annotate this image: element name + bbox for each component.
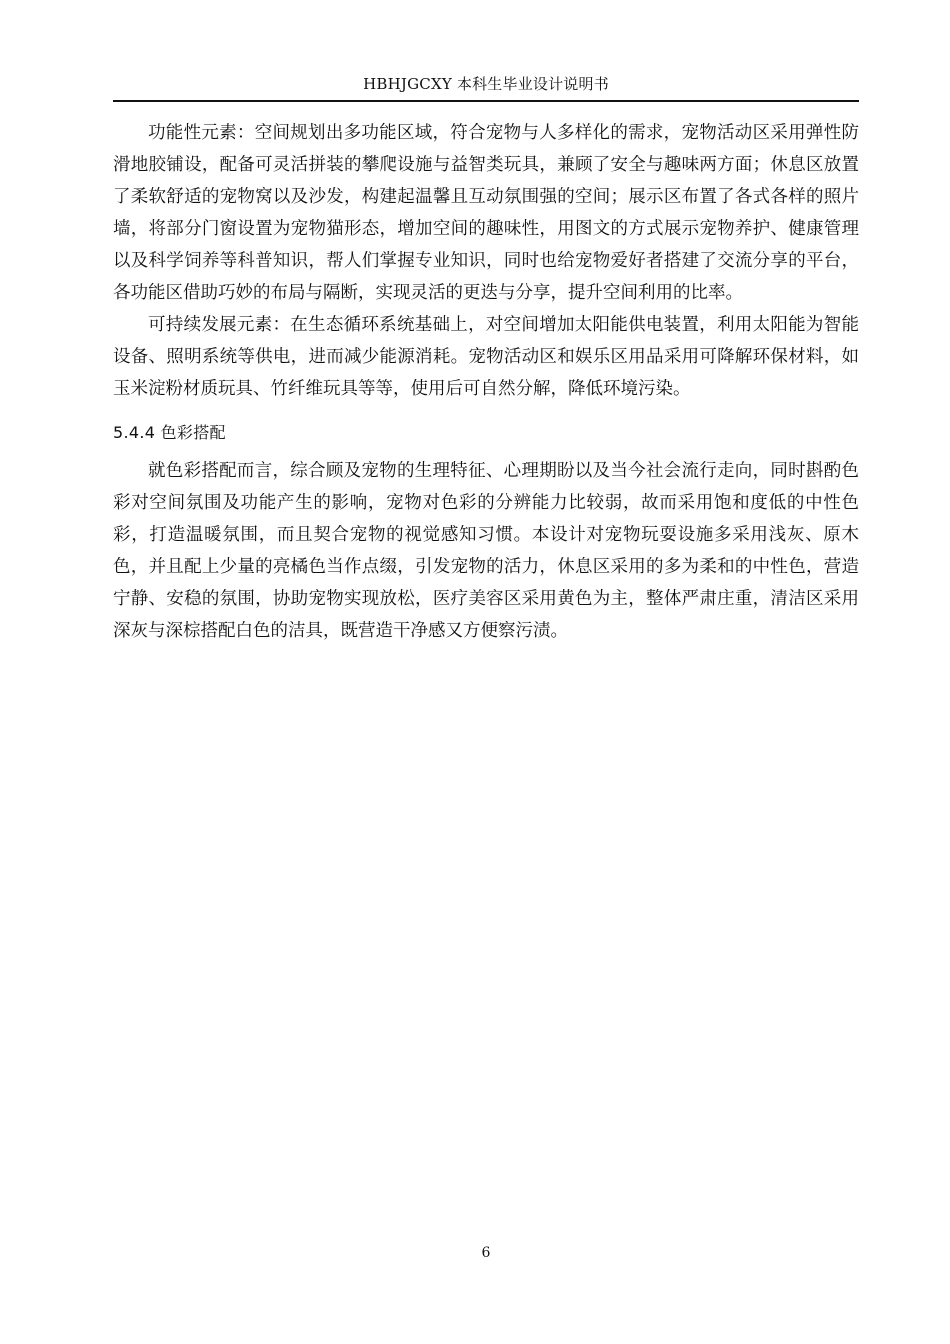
page-header-title: HBHJGCXY 本科生毕业设计说明书 [363,75,609,93]
paragraph-sustainable-elements: 可持续发展元素：在生态循环系统基础上，对空间增加太阳能供电装置，利用太阳能为智能设备、照明系统等供电，进而减少能源消耗。宠物活动区和娱乐区用品采用可降解环保材料，如玉米淀粉材质玩具、竹纤维玩具等等，使用后可自然分解，降低环境污染。 [113,315,859,399]
document-body [113,117,859,647]
paragraph-color-scheme: 就色彩搭配而言，综合顾及宠物的生理特征、心理期盼以及当今社会流行走向，同时斟酌色彩对空间氛围及功能产生的影响，宠物对色彩的分辨能力比较弱，故而采用饱和度低的中性色彩，打造温暖氛围，而且契合宠物的视觉感知习惯。本设计对宠物玩耍设施多采用浅灰、原木色，并且配上少量的亮橘色当作点缀，引发宠物的活力，休息区采用的多为柔和的中性色，营造宁静、安稳的氛围，协助宠物实现放松，医疗美容区采用黄色为主，整体严肃庄重，清洁区采用深灰与深棕搭配白色的洁具，既营造干净感又方便察污渍。 [113,461,859,641]
paragraph-functional-elements: 功能性元素：空间规划出多功能区域，符合宠物与人多样化的需求，宠物活动区采用弹性防滑地胶铺设，配备可灵活拼装的攀爬设施与益智类玩具，兼顾了安全与趣味两方面；休息区放置了柔软舒适的宠物窝以及沙发，构建起温馨且互动氛围强的空间；展示区布置了各式各样的照片墙，将部分门窗设置为宠物猫形态，增加空间的趣味性，用图文的方式展示宠物养护、健康管理以及科学饲养等科普知识，帮人们掌握专业知识，同时也给宠物爱好者搭建了交流分享的平台，各功能区借助巧妙的布局与隔断，实现灵活的更迭与分享，提升空间利用的比率。 [113,123,859,303]
section-heading-color-scheme: 5.4.4 色彩搭配 [113,423,226,442]
header-divider [113,100,859,102]
page-number: 6 [481,1245,491,1261]
